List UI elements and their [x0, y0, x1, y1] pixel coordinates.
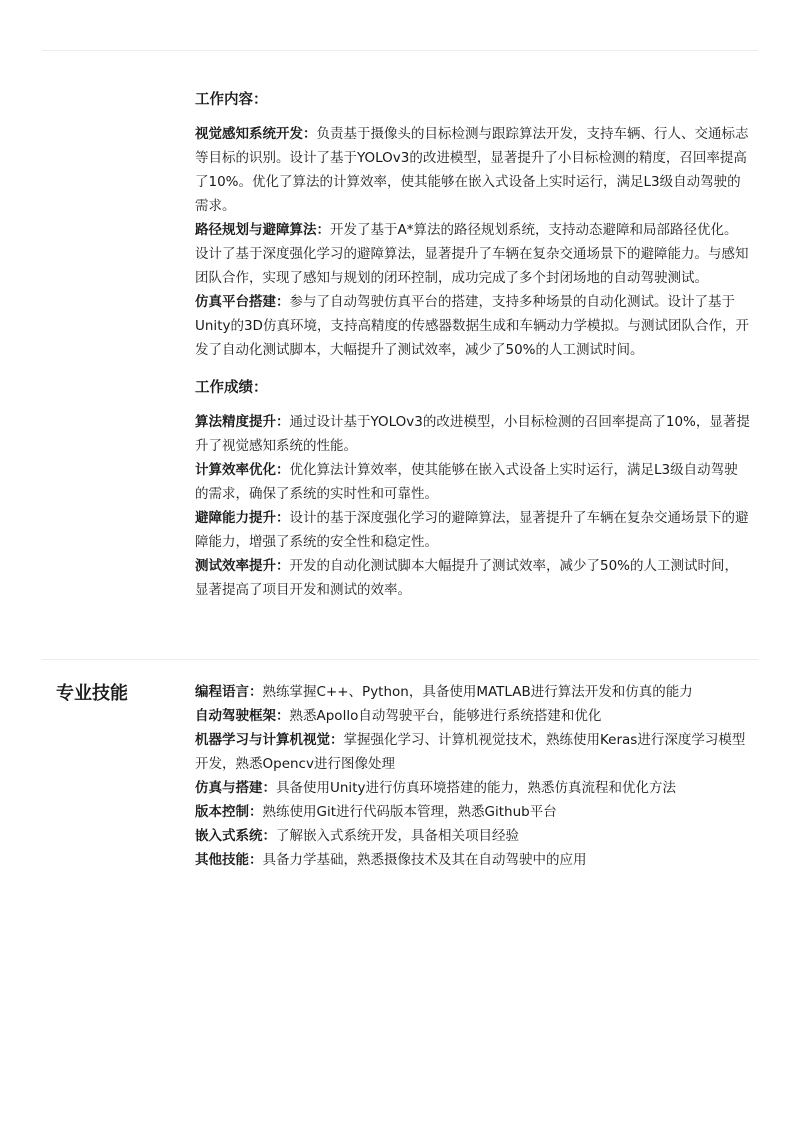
- achievement-item-label: 计算效率优化：: [195, 462, 290, 478]
- achievement-item: [195, 458, 750, 506]
- skill-item-text: 具备使用Unity进行仿真环境搭建的能力，熟悉仿真流程和优化方法: [276, 780, 676, 796]
- work-content-item-label: 仿真平台搭建：: [195, 294, 290, 310]
- work-content-item-text: 开发了基于A*算法的路径规划系统，支持动态避障和局部路径优化。设计了基于深度强化学习的避障算法，显著提升了车辆在复杂交通场景下的避障能力。与感知团队合作，实现了感知与规划的闭环控制，成功完成了多个封闭场地的自动驾驶测试。: [195, 222, 749, 286]
- achievement-item-text: 通过设计基于YOLOv3的改进模型，小目标检测的召回率提高了10%，显著提升了视觉感知系统的性能。: [195, 414, 750, 454]
- skill-item: [195, 776, 750, 800]
- skill-item: [195, 704, 750, 728]
- achievement-item-label: 算法精度提升：: [195, 414, 290, 430]
- skill-item-text: 了解嵌入式系统开发，具备相关项目经验: [276, 828, 519, 844]
- work-content-item: [195, 290, 750, 362]
- skill-item-label: 仿真与搭建：: [195, 780, 276, 796]
- skill-item-label: 编程语言：: [195, 684, 263, 700]
- work-content-item-label: 视觉感知系统开发：: [195, 126, 317, 142]
- skill-item-text: 熟练使用Git进行代码版本管理，熟悉Github平台: [262, 804, 557, 820]
- achievement-item-text: 优化算法计算效率，使其能够在嵌入式设备上实时运行，满足L3级自动驾驶的需求，确保了系统的实时性和可靠性。: [195, 462, 738, 502]
- skill-item: [195, 800, 750, 824]
- work-content-item: [195, 122, 750, 218]
- work-content-item: [195, 218, 750, 290]
- achievement-item-text: 设计的基于深度强化学习的避障算法，显著提升了车辆在复杂交通场景下的避障能力，增强了系统的安全性和稳定性。: [195, 510, 749, 550]
- skill-item-text: 熟悉Apollo自动驾驶平台，能够进行系统搭建和优化: [289, 708, 602, 724]
- achievement-item-text: 开发的自动化测试脚本大幅提升了测试效率，减少了50%的人工测试时间，显著提高了项目开发和测试的效率。: [195, 558, 739, 598]
- work-section: [195, 88, 750, 602]
- skill-item: [195, 680, 750, 704]
- work-content-item-text: 参与了自动驾驶仿真平台的搭建，支持多种场景的自动化测试。设计了基于Unity的3D仿真环境，支持高精度的传感器数据生成和车辆动力学模拟。与测试团队合作，开发了自动化测试脚本，大幅提升了测试效率，减少了50%的人工测试时间。: [195, 294, 749, 358]
- work-content-heading: 工作内容：: [195, 92, 268, 108]
- skill-item-label: 其他技能：: [195, 852, 263, 868]
- achievement-item-label: 测试效率提升：: [195, 558, 290, 574]
- skill-item-text: 掌握强化学习、计算机视觉技术，熟练使用Keras进行深度学习模型开发，熟悉Opencv进行图像处理: [195, 732, 746, 772]
- achievement-item: [195, 554, 750, 602]
- skills-section-title: 专业技能: [56, 683, 128, 704]
- skill-item: [195, 848, 750, 872]
- skill-item-label: 嵌入式系统：: [195, 828, 276, 844]
- achievement-item: [195, 410, 750, 458]
- section-divider: [42, 659, 758, 660]
- top-divider: [42, 50, 758, 51]
- work-content-item-label: 路径规划与避障算法：: [195, 222, 330, 238]
- skill-item: [195, 728, 750, 776]
- skills-section: [195, 680, 750, 872]
- work-achievements-heading: 工作成绩：: [195, 380, 268, 396]
- skill-item-text: 熟练掌握C++、Python，具备使用MATLAB进行算法开发和仿真的能力: [262, 684, 693, 700]
- skill-item-label: 自动驾驶框架：: [195, 708, 290, 724]
- achievement-item-label: 避障能力提升：: [195, 510, 290, 526]
- skill-item-label: 机器学习与计算机视觉：: [195, 732, 344, 748]
- skill-item-text: 具备力学基础，熟悉摄像技术及其在自动驾驶中的应用: [262, 852, 587, 868]
- achievement-item: [195, 506, 750, 554]
- work-content-item-text: 负责基于摄像头的目标检测与跟踪算法开发，支持车辆、行人、交通标志等目标的识别。设计了基于YOLOv3的改进模型，显著提升了小目标检测的精度，召回率提高了10%。优化了算法的计算效率，使其能够在嵌入式设备上实时运行，满足L3级自动驾驶的需求。: [195, 126, 749, 214]
- skill-item: [195, 824, 750, 848]
- skill-item-label: 版本控制：: [195, 804, 263, 820]
